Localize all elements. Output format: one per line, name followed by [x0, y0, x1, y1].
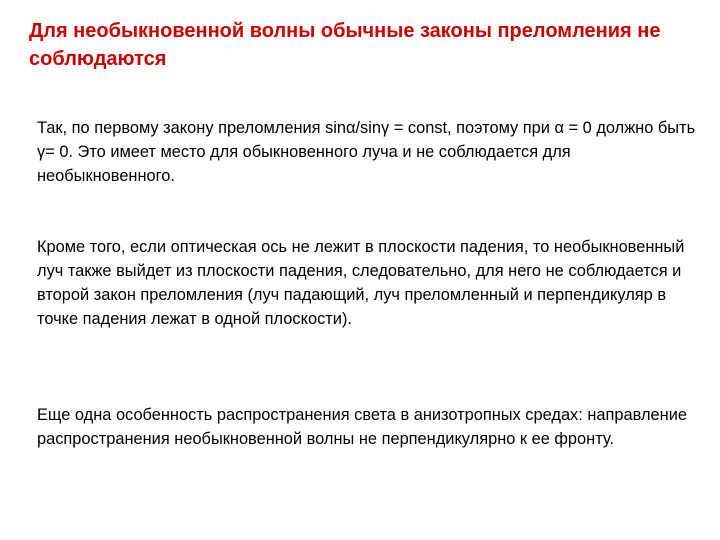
slide-title: Для необыкновенной волны обычные законы преломления не соблюдаются	[29, 20, 661, 70]
paragraph-refraction-second-law: Кроме того, если оптическая ось не лежит в плоскости падения, то необыкновенный луч также выйдет из плоскости падения, следовательно, для него не соблюдается и второй закон преломления (луч падающий, луч преломленный и перпендикуляр в точке падения лежат в одной плоскости).	[37, 238, 685, 328]
paragraph-anisotropic-feature: Еще одна особенность распространения света в анизотропных средах: направление распространения необыкновенной волны не перпендикулярно к ее фронту.	[37, 406, 687, 448]
paragraph-refraction-first-law: Так, по первому закону преломления sinα/sinγ = const, поэтому при α = 0 должно быть γ= 0. Это имеет место для обыкновенного луча и не соблюдается для необыкновенного.	[37, 119, 696, 185]
